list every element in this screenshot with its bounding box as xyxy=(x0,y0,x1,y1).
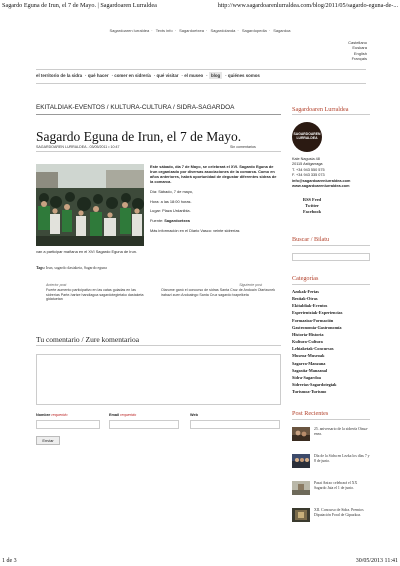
search-input[interactable] xyxy=(292,253,370,261)
recent-post[interactable] xyxy=(292,454,370,474)
divider xyxy=(292,284,370,285)
category-link[interactable]: Sagastia-Manzanal xyxy=(292,367,328,373)
divider xyxy=(36,114,281,115)
submit-comment-button[interactable]: Enviar xyxy=(36,436,60,445)
divider xyxy=(292,419,370,420)
email-input[interactable] xyxy=(109,420,179,429)
name-field-label: Nombre requerido xyxy=(36,413,68,417)
top-nav-item[interactable]: Sagardoa xyxy=(273,28,291,33)
nav-blog[interactable]: blog xyxy=(210,73,221,78)
web-field-label: Web xyxy=(190,413,198,417)
post-title: Sagardo Eguna de Irun, el 7 de Mayo. xyxy=(36,129,242,144)
top-nav: Sagardoaren lurraldea · Texts info · Sagardoetxea · Sagardolanda · Sagardopedia · Sagardoa xyxy=(109,28,291,33)
print-header xyxy=(0,0,400,12)
post-body xyxy=(150,164,278,237)
divider xyxy=(292,245,370,246)
category-link[interactable]: Historia-Historia xyxy=(292,331,324,337)
lang-euskara[interactable]: Euskara xyxy=(352,45,367,51)
contact-info xyxy=(292,157,350,189)
tags-label: Tags: xyxy=(36,266,45,270)
category-link[interactable]: Museoa-Museoak xyxy=(292,353,325,359)
lang-francais[interactable]: Français xyxy=(351,55,367,61)
recent-post[interactable] xyxy=(292,508,370,528)
category-link[interactable]: Ekitaldiak-Eventos xyxy=(292,303,328,309)
main-nav: el territorio de la sidra · qué hacer · comer en sidrería · qué visitar · el museo · blog · quiénes somos xyxy=(36,73,260,78)
top-nav-item[interactable]: Sagardoetxea xyxy=(179,28,204,33)
divider xyxy=(36,345,281,346)
divider xyxy=(292,114,370,115)
recent-post-thumbnail xyxy=(292,454,310,468)
previous-post-title: Fuerte aumento participativo en las catas guiadas en las sidrerías Parte-hartze handiagoa sagardotegietako dastaketa gidatuetan xyxy=(46,287,144,302)
recent-post-title: Día de la Sidra en Lezka los días 7 y 8 de junio. xyxy=(314,454,370,463)
category-link[interactable]: Esperientziak-Experiencias xyxy=(292,310,343,316)
category-link[interactable]: Sidrerías-Sagardotegiak xyxy=(292,382,337,388)
top-nav-item[interactable]: Sagardolanda xyxy=(210,28,236,33)
category-link[interactable]: Gastronomia-Gastronomía xyxy=(292,324,342,330)
print-footer-date: 30/05/2013 11:41 xyxy=(355,558,398,564)
next-post-label: Siguiente post xyxy=(239,283,262,287)
recent-posts-heading: Post Recientes xyxy=(292,410,329,417)
divider xyxy=(36,151,281,152)
print-footer-page: 1 de 3 xyxy=(2,558,17,564)
language-switcher xyxy=(348,40,367,61)
sidebar-brand-heading: Sagardoaren Lurraldea xyxy=(292,106,349,113)
category-link[interactable]: Formazioa-Formación xyxy=(292,317,334,323)
post-source xyxy=(150,218,278,223)
facebook-link[interactable]: Facebook xyxy=(302,209,322,214)
category-link[interactable]: Azokak-Ferias xyxy=(292,289,319,294)
category-link[interactable]: Kultura-Cultura xyxy=(292,339,323,345)
search-heading: Buscar / Bilatu xyxy=(292,236,330,243)
web-input[interactable] xyxy=(190,420,280,429)
source-label: Fuente: xyxy=(150,218,164,224)
lang-castellano[interactable]: Castellano xyxy=(348,40,367,45)
nav-comer[interactable]: comer en sidrería xyxy=(114,73,151,78)
brand-logo[interactable]: SAGARDOAREN LURRALDEA xyxy=(292,122,322,152)
top-nav-item[interactable]: Sagardoaren lurraldea xyxy=(109,28,150,33)
print-footer xyxy=(0,554,400,566)
post-meta: SAGARDOAREN LURRALDEA - 03/05/2011 • 10:47 xyxy=(36,145,120,149)
post-navigation xyxy=(36,283,281,305)
breadcrumb[interactable]: EKITALDIAK-EVENTOS / KULTURA-CULTURA / SIDRA-SAGARDOA xyxy=(36,104,235,111)
recent-post-title: XII. Concurso de Sidra. Premios Diputación Foral de Gipuzkoa. xyxy=(314,508,364,517)
category-link[interactable]: Turismoa-Turismo xyxy=(292,389,327,395)
top-nav-item[interactable]: Texts info xyxy=(155,28,173,33)
recent-post-title: Pasai Antxo celebrará el XX Sagardo Jaia el 1 de junio. xyxy=(314,481,358,490)
comments-count-link[interactable]: Sin comentarios xyxy=(230,145,256,149)
post-more-tail: van a participar mañana en el XVI Sagardo Eguna de Irun. xyxy=(36,249,138,254)
email-link[interactable]: info@sagardoarenlurraldea.com xyxy=(292,178,351,183)
address-line: 20115 Astigarraga xyxy=(292,162,323,167)
fax: F. +34 943 335 073 xyxy=(292,173,325,178)
nav-que-visitar[interactable]: qué visitar xyxy=(156,73,179,78)
post-hour: Hora: a las 18:00 horas. xyxy=(150,198,192,204)
post-more-link[interactable]: Más información en el Diario Vasco: veinte sidrerías xyxy=(150,227,240,233)
post-day: Día: Sábado, 7 de mayo, xyxy=(150,188,194,194)
name-input[interactable] xyxy=(36,420,100,429)
social-links xyxy=(292,197,332,215)
recent-post-thumbnail xyxy=(292,427,310,441)
recent-post-thumbnail xyxy=(292,508,310,522)
comment-form-title: Tu comentario / Zure komentarioa xyxy=(36,335,140,344)
post-place: Lugar: Plaza Urdanibia. xyxy=(150,208,191,214)
category-link[interactable]: Sidra-Sagardoa xyxy=(292,374,321,380)
twitter-link[interactable]: Twitter xyxy=(305,203,319,208)
lang-english[interactable]: English xyxy=(353,50,367,56)
previous-post-label: Anterior post xyxy=(46,283,67,287)
nav-que-hacer[interactable]: qué hacer xyxy=(87,73,109,78)
recent-post-thumbnail xyxy=(292,481,310,495)
email-field-label: Email requerido xyxy=(109,413,137,417)
divider xyxy=(36,69,366,70)
top-nav-item[interactable]: Sagardopedia xyxy=(241,28,267,33)
next-post-title: Oiarume ganó el concurso de sidras Santa Cruz de Andoain Oiartzunek irabazi zuen Andoaingo Santa Cruz sagardo txapelketa xyxy=(161,287,276,297)
phone: T. +34 943 550 575 xyxy=(292,167,325,172)
nav-quienes[interactable]: quiénes somos xyxy=(227,73,260,78)
post-tags xyxy=(36,266,107,270)
comment-textarea[interactable] xyxy=(36,354,281,405)
category-link[interactable]: Bestiak-Otras xyxy=(292,296,318,302)
categories-list xyxy=(292,288,342,395)
recent-post[interactable] xyxy=(292,481,370,501)
recent-post-title: 25. aniversario de la sidrería Otsua-enea. xyxy=(314,427,369,436)
category-link[interactable]: Sagarra-Manzana xyxy=(292,360,326,366)
post-lead: Este sábado, día 7 de Mayo, se celebrará el XVI. Sagardo Eguna de Irun organizado por diversas asociaciones de la comarca. Como en años anteriores, habrá oportunidad de degustar diferentes sidras de la comarca. xyxy=(150,164,277,185)
print-header-title: Sagardo Eguna de Irun, el 7 de Mayo. | Sagardoaren Lurraldea xyxy=(2,2,157,9)
nav-territorio[interactable]: el territorio de la sidra xyxy=(36,73,83,78)
previous-post-link[interactable] xyxy=(46,283,146,302)
tags-list[interactable]: Irun, sagardo dastaketa, Sagardo eguna xyxy=(45,266,107,270)
event-photo xyxy=(36,164,144,246)
source-link[interactable]: Sagardoetxea xyxy=(164,218,190,224)
rss-link[interactable]: RSS Feed xyxy=(302,197,322,202)
nav-museo[interactable]: el museo xyxy=(184,73,204,78)
next-post-link[interactable] xyxy=(161,283,276,297)
website-link[interactable]: www.sagardoarenlurraldea.com xyxy=(292,184,350,189)
category-link[interactable]: Lehiaketak-Concursos xyxy=(292,346,334,352)
address-line: Kale Nagusia 48 xyxy=(292,157,320,161)
divider xyxy=(36,83,366,84)
categories-heading: Categorías xyxy=(292,275,319,282)
recent-post[interactable] xyxy=(292,427,370,447)
print-header-url: http://www.sagardoarenlurraldea.com/blog/2011/05/sagardo-eguna-de-... xyxy=(217,2,398,9)
